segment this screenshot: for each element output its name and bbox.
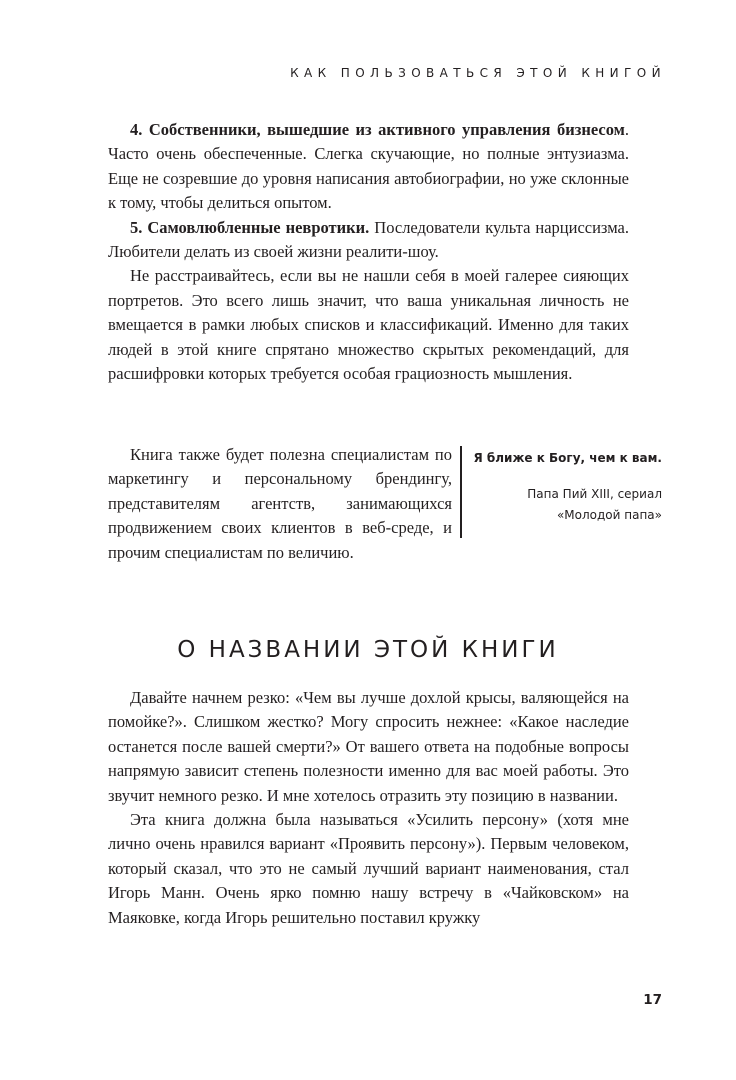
list-item-4-title: 4. Собственники, вышедшие из активного управления бизнесом (130, 120, 625, 139)
quote-rule (460, 446, 462, 538)
page-number: 17 (643, 992, 662, 1008)
list-item-5-title: 5. Самовлюбленные невротики. (130, 217, 370, 237)
list-item-5 (108, 216, 629, 265)
section-paragraph-2: Эта книга должна была называться «Усилить персону» (хотя мне лично очень нравился вариант «Проявить персону»). Первым человеком, который сказал, что это не самый лучший вариант наименования, стал Игорь Манн. Очень ярко помню нашу встречу в «Чайковском» на Маяковке, когда Игорь решительно поставил кружку (108, 810, 629, 927)
quote-text: Я ближе к Богу, чем к вам. (473, 451, 662, 465)
paragraph-gallery: Не расстраивайтесь, если вы не нашли себя в моей галерее сияющих портретов. Это всего лишь значит, что ваша уникальная личность не вмещается в рамки любых списков и классификаций. Именно для таких людей в этой книге спрятано множество скрытых рекомендаций, для расшифровки которых требуется особая грациозность мышления. (108, 266, 629, 384)
running-head: КАК ПОЛЬЗОВАТЬСЯ ЭТОЙ КНИГОЙ (290, 66, 666, 80)
list-item-4-text: . Часто очень обеспеченные. Слегка скучающие, но полные энтузиазма. Еще не созревшие до уровня написания автобиографии, но уже склонные к тому, чтобы делиться опытом. (108, 120, 629, 213)
paragraph-specialists: Книга также будет полезна специалистам по маркетингу и персональному брендингу, представителям агентств, занимающихся продвижением своих клиентов в веб-среде, и прочим специалистам по величию. (108, 445, 452, 562)
section-paragraph-1: Давайте начнем резко: «Чем вы лучше дохлой крысы, валяющейся на помойке?». Слишком жестко? Могу спросить нежнее: «Какое наследие останется после вашей смерти?» От вашего ответа на подобные вопросы напрямую зависит степень полезности именно для вас моей работы. Это звучит немного резко. И мне хотелось отразить эту позицию в названии. (108, 688, 629, 805)
section-body (108, 686, 629, 930)
quote-source-line-2: «Молодой папа» (556, 508, 662, 522)
list-item-4 (108, 118, 629, 216)
quote-source-line-1: Папа Пий XIII, сериал (527, 487, 662, 501)
list-block (108, 118, 629, 386)
specialists-block (108, 443, 452, 565)
section-heading: О НАЗВАНИИ ЭТОЙ КНИГИ (177, 637, 559, 663)
list-item-5-text: Последователи культа нарциссизма. Любители делать из своей жизни реалити-шоу. (108, 217, 629, 262)
epigraph-quote (473, 451, 662, 526)
